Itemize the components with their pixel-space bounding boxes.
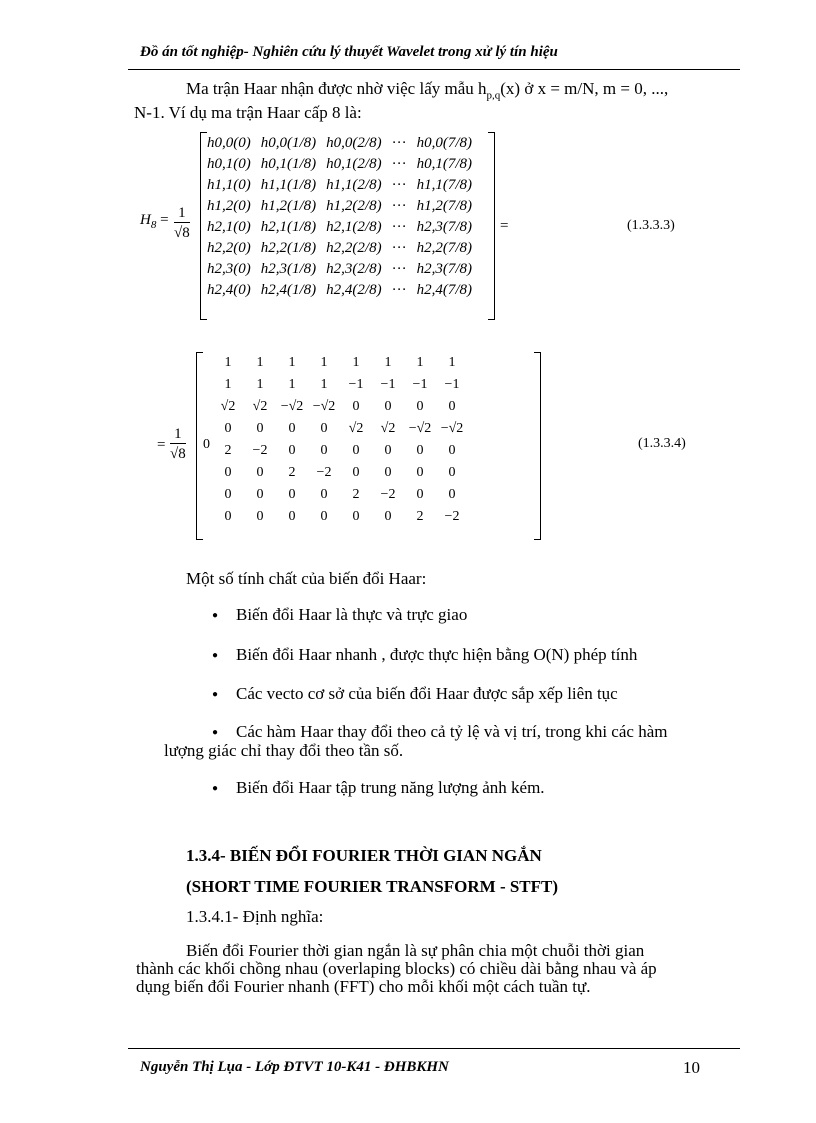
eq2-matrix-cell: 0: [384, 399, 392, 414]
eq1-lhs: $H_8$ =: [140, 212, 169, 231]
eq1-matrix-cell: h1,1(7/8): [416, 177, 473, 193]
eq2-matrix-cell: 1: [352, 355, 360, 370]
eq2-matrix-cell: 1: [416, 355, 424, 370]
eq2-matrix-cell: 1: [320, 355, 328, 370]
section-subtitle: (SHORT TIME FOURIER TRANSFORM - STFT): [186, 877, 559, 896]
bullet-icon: ●: [212, 650, 219, 661]
eq2-matrix-cell: 0: [352, 465, 360, 480]
eq2-matrix-cell: 0: [288, 487, 296, 502]
eq2-matrix-cell: −1: [444, 377, 460, 392]
eq2-matrix-cell: 1: [288, 377, 296, 392]
page-number: 10: [683, 1058, 700, 1077]
intro-line-2: N-1. Ví dụ ma trận Haar cấp 8 là:: [134, 103, 362, 122]
eq2-matrix-cell: 0: [256, 465, 264, 480]
eq1-matrix-cell: h2,2(7/8): [416, 240, 473, 256]
eq1-matrix-cell: h2,1(0): [207, 219, 251, 235]
eq2-matrix-row: [212, 374, 468, 396]
eq2-matrix-cell: 0: [352, 509, 360, 524]
eq1-matrix-cell: h2,4(7/8): [416, 282, 473, 298]
eq1-matrix: [202, 133, 477, 301]
eq1-matrix-cell: ···: [391, 156, 407, 172]
eq1-matrix-cell: h1,2(7/8): [416, 198, 473, 214]
eq2-matrix-cell: 1: [256, 355, 264, 370]
eq1-matrix-cell: ···: [391, 282, 407, 298]
paragraph-line-1: Biến đổi Fourier thời gian ngắn là sự phân chia một chuỗi thời gian: [186, 941, 645, 960]
eq2-matrix-row: [212, 352, 468, 374]
eq2-matrix-cell: 0: [416, 443, 424, 458]
eq2-zero: 0: [203, 437, 210, 452]
eq2-matrix-cell: 0: [384, 509, 392, 524]
eq2-matrix-cell: 0: [288, 509, 296, 524]
eq2-matrix-cell: 0: [224, 465, 232, 480]
eq1-matrix-row: [202, 175, 477, 196]
eq1-matrix-cell: ···: [391, 261, 407, 277]
eq2-matrix-row: [212, 396, 468, 418]
eq2-matrix-cell: 1: [224, 377, 232, 392]
eq2-matrix-cell: 0: [352, 443, 360, 458]
eq2-matrix-cell: 0: [224, 421, 232, 436]
page-header: Đồ án tốt nghiệp- Nghiên cứu lý thuyết Wavelet trong xử lý tín hiệu: [140, 44, 558, 60]
bullet-icon: ●: [212, 610, 219, 621]
eq1-matrix-cell: h1,2(1/8): [260, 198, 317, 214]
eq1-matrix-cell: ···: [391, 198, 407, 214]
eq2-matrix-cell: 0: [416, 399, 424, 414]
eq1-matrix-cell: h2,4(2/8): [326, 282, 382, 298]
eq2-equals: =: [157, 437, 166, 453]
eq1-matrix-cell: h0,1(0): [207, 156, 251, 172]
eq1-equals: =: [500, 218, 509, 234]
eq2-matrix-cell: −√2: [408, 421, 432, 436]
eq1-matrix-cell: h2,2(1/8): [260, 240, 317, 256]
eq2-right-bracket: [534, 352, 541, 540]
eq1-matrix-row: [202, 217, 477, 238]
eq1-matrix-cell: h2,3(1/8): [260, 261, 317, 277]
eq1-matrix-cell: h0,0(2/8): [326, 135, 382, 151]
eq2-matrix-cell: 0: [352, 399, 360, 414]
eq2-matrix-cell: 0: [224, 509, 232, 524]
eq1-matrix-cell: h0,1(2/8): [326, 156, 382, 172]
eq1-matrix-cell: ···: [391, 135, 407, 151]
eq1-matrix-cell: h0,1(1/8): [260, 156, 317, 172]
eq2-matrix-row: [212, 484, 468, 506]
eq2-matrix-cell: 0: [448, 399, 456, 414]
eq1-matrix-cell: h0,0(7/8): [416, 135, 473, 151]
eq1-matrix-cell: ···: [391, 240, 407, 256]
eq2-matrix-cell: √2: [348, 421, 364, 436]
footer-rule: [128, 1048, 740, 1049]
intro-sub: p,q: [486, 89, 501, 102]
eq1-matrix-cell: h2,3(7/8): [416, 219, 473, 235]
eq2-matrix-cell: −√2: [440, 421, 464, 436]
eq1-matrix-cell: h2,3(7/8): [416, 261, 473, 277]
bullet-icon: ●: [212, 727, 219, 738]
eq1-coef-den: √8: [174, 225, 190, 241]
bullet-icon: ●: [212, 689, 219, 700]
eq2-matrix-cell: 0: [224, 487, 232, 502]
eq1-matrix-cell: h2,1(2/8): [326, 219, 382, 235]
paragraph-line-3: dụng biến đổi Fourier nhanh (FFT) cho mỗi khối một cách tuần tự.: [136, 977, 591, 996]
eq2-coefficient: [170, 425, 186, 464]
eq1-matrix-cell: h1,2(2/8): [326, 198, 382, 214]
eq1-matrix-cell: h0,0(0): [207, 135, 251, 151]
eq2-matrix-cell: 0: [288, 443, 296, 458]
eq1-label: (1.3.3.3): [627, 218, 675, 233]
eq1-matrix-cell: h1,1(1/8): [260, 177, 317, 193]
property-item-4-cont: lượng giác chỉ thay đổi theo tần số.: [164, 741, 404, 760]
eq2-matrix-cell: −1: [412, 377, 428, 392]
eq1-matrix-cell: h2,3(0): [207, 261, 251, 277]
eq2-matrix-cell: −2: [252, 443, 268, 458]
property-item-1: Biến đổi Haar là thực và trực giao: [236, 605, 468, 624]
eq2-matrix-cell: 2: [224, 443, 232, 458]
eq1-matrix-row: [202, 154, 477, 175]
eq2-matrix-cell: 1: [256, 377, 264, 392]
eq2-matrix-cell: 0: [448, 487, 456, 502]
eq2-matrix-cell: 0: [448, 465, 456, 480]
eq2-matrix-cell: 1: [384, 355, 392, 370]
section-title: 1.3.4- BIẾN ĐỔI FOURIER THỜI GIAN NGẮN: [186, 846, 542, 865]
eq2-matrix-cell: √2: [220, 399, 236, 414]
eq2-label: (1.3.3.4): [638, 436, 686, 451]
eq1-coefficient: [174, 204, 190, 243]
property-item-5: Biến đổi Haar tập trung năng lượng ảnh kém.: [236, 778, 545, 797]
eq1-matrix-cell: h0,0(1/8): [260, 135, 317, 151]
eq2-matrix-cell: −2: [380, 487, 396, 502]
eq1-matrix-row: [202, 259, 477, 280]
eq1-lhs-symbol: H: [140, 212, 151, 228]
eq2-coef-den: √8: [170, 446, 186, 462]
paragraph-line-2: thành các khối chồng nhau (overlaping blocks) có chiều dài bằng nhau và áp: [136, 959, 657, 978]
eq2-matrix-cell: 1: [448, 355, 456, 370]
eq2-matrix-cell: 0: [320, 421, 328, 436]
eq2-matrix-cell: 0: [256, 487, 264, 502]
eq2-matrix-cell: 2: [288, 465, 296, 480]
property-item-2: Biến đổi Haar nhanh , được thực hiện bằng O(N) phép tính: [236, 645, 638, 664]
eq2-coef-num: 1: [170, 425, 186, 444]
eq2-matrix-cell: 1: [320, 377, 328, 392]
eq2-matrix-cell: −2: [444, 509, 460, 524]
eq2-matrix-cell: √2: [252, 399, 268, 414]
eq1-matrix-cell: h2,4(0): [207, 282, 251, 298]
eq1-matrix-row: [202, 238, 477, 259]
bullet-icon: ●: [212, 783, 219, 794]
intro-text: Ma trận Haar nhận được nhờ việc lấy mẫu h: [186, 79, 487, 98]
eq2-matrix-cell: −1: [348, 377, 364, 392]
subsection-heading: 1.3.4.1- Định nghĩa:: [186, 907, 324, 926]
eq1-coef-num: 1: [174, 204, 190, 223]
eq2-matrix-cell: 0: [288, 421, 296, 436]
eq2-matrix-cell: 0: [320, 487, 328, 502]
eq2-matrix-cell: −1: [380, 377, 396, 392]
eq1-matrix-cell: h2,2(2/8): [326, 240, 382, 256]
eq2-matrix-cell: 0: [416, 487, 424, 502]
eq1-matrix-cell: h2,2(0): [207, 240, 251, 256]
eq1-matrix-cell: h2,4(1/8): [260, 282, 317, 298]
property-item-3: Các vecto cơ sở của biến đổi Haar được sắp xếp liên tục: [236, 684, 618, 703]
eq1-matrix-cell: h1,1(0): [207, 177, 251, 193]
eq1-matrix-row: [202, 133, 477, 154]
eq1-matrix-cell: ···: [391, 177, 407, 193]
eq1-matrix-cell: ···: [391, 219, 407, 235]
eq1-matrix-row: [202, 196, 477, 217]
eq2-matrix-cell: 0: [256, 421, 264, 436]
eq1-lhs-sub: 8: [150, 219, 157, 231]
eq2-matrix-row: [212, 440, 468, 462]
eq2-matrix-cell: 0: [384, 465, 392, 480]
eq2-matrix-cell: 1: [288, 355, 296, 370]
properties-intro: Một số tính chất của biến đổi Haar:: [186, 569, 427, 588]
eq2-matrix-cell: 0: [448, 443, 456, 458]
eq1-matrix-cell: h2,3(2/8): [326, 261, 382, 277]
eq2-matrix-cell: −2: [316, 465, 332, 480]
eq2-matrix: [212, 352, 468, 528]
intro-text-end: (x) ở x = m/N, m = 0, ...,: [500, 79, 669, 98]
eq2-matrix-cell: −√2: [280, 399, 304, 414]
eq1-right-bracket: [488, 132, 495, 320]
eq2-matrix-cell: 2: [352, 487, 360, 502]
eq2-matrix-cell: −√2: [312, 399, 336, 414]
eq1-matrix-cell: h2,1(1/8): [260, 219, 317, 235]
header-rule: [128, 69, 740, 70]
eq1-matrix-cell: h1,1(2/8): [326, 177, 382, 193]
eq1-matrix-row: [202, 280, 477, 301]
eq2-matrix-cell: 0: [320, 443, 328, 458]
eq2-matrix-cell: 0: [256, 509, 264, 524]
property-item-4: Các hàm Haar thay đổi theo cả tỷ lệ và vị trí, trong khi các hàm: [236, 722, 668, 741]
eq2-matrix-cell: 0: [384, 443, 392, 458]
eq1-matrix-cell: h1,2(0): [207, 198, 251, 214]
eq2-matrix-cell: 1: [224, 355, 232, 370]
eq2-matrix-cell: 0: [416, 465, 424, 480]
eq2-left-bracket: [196, 352, 203, 540]
eq2-matrix-row: [212, 462, 468, 484]
eq1-matrix-cell: h0,1(7/8): [416, 156, 473, 172]
eq2-matrix-cell: √2: [380, 421, 396, 436]
footer-author: Nguyễn Thị Lụa - Lớp ĐTVT 10-K41 - ĐHBKHN: [140, 1059, 449, 1075]
eq2-matrix-cell: 0: [320, 509, 328, 524]
eq2-matrix-row: [212, 506, 468, 528]
eq2-matrix-row: [212, 418, 468, 440]
eq2-matrix-cell: 2: [416, 509, 424, 524]
